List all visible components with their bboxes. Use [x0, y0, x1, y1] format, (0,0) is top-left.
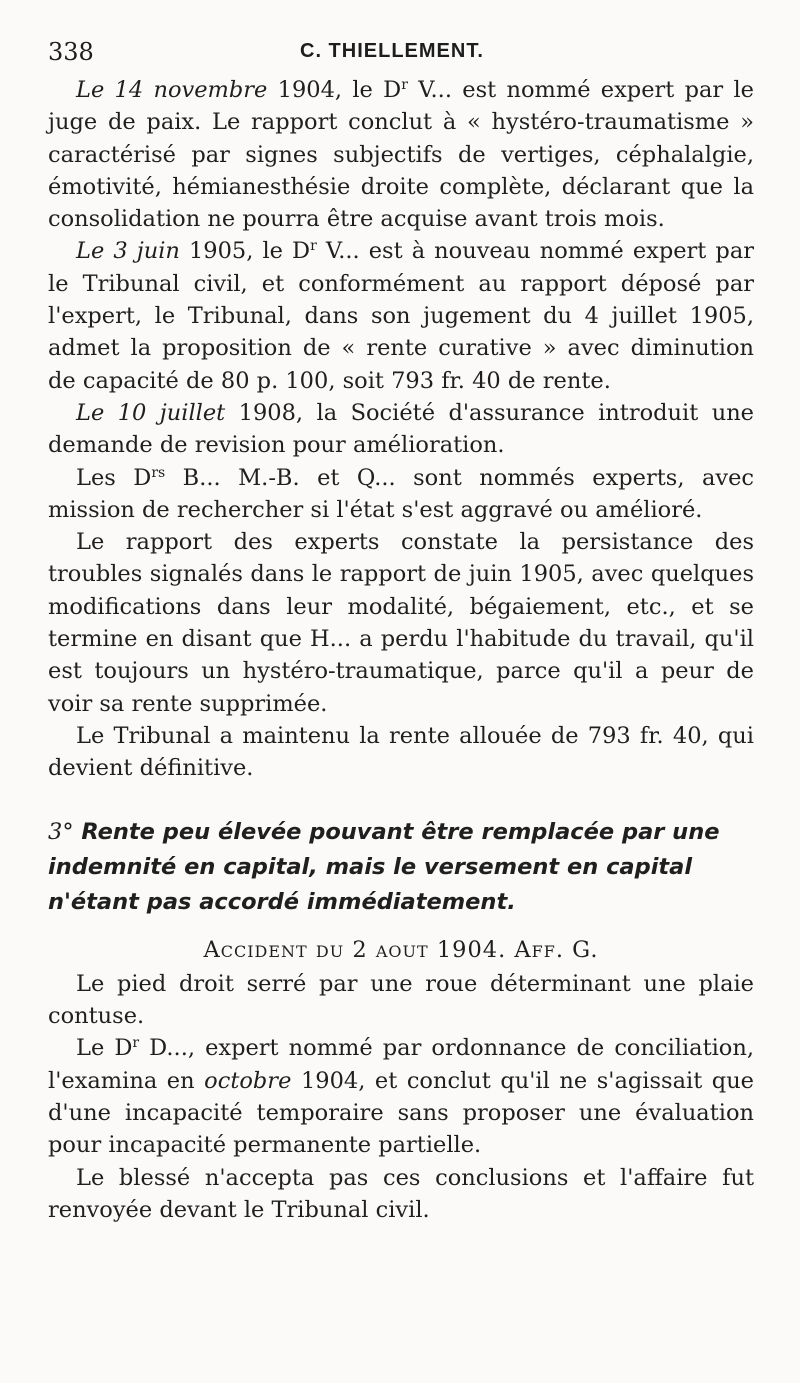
paragraph-8: Le $D^r$ D..., expert nommé par ordonnance de conciliation, l'examina en octobre 1904, et conclut qu'il ne s'agissait que d'une incapacité temporaire sans proposer une évaluation pour incapacité permanente partielle. — [48, 1035, 754, 1159]
paragraph-9: Le blessé n'accepta pas ces conclusions et l'affaire fut renvoyée devant le Tribunal civil. — [48, 1164, 754, 1223]
date-month: novembre — [153, 77, 268, 103]
paragraph-4: Les $D^{rs}$ B... M.-B. et Q... sont nommés experts, avec mission de rechercher si l'état s'est aggravé ou amélioré. — [48, 464, 754, 523]
section-heading — [48, 815, 754, 920]
case-heading: Accident du 2 aout 1904. Aff. G. — [203, 936, 599, 963]
page-number: 338 — [48, 38, 94, 66]
paragraph-1: Le 14 novembre 1904, le $D^r$ V... est nommé expert par le juge de paix. Le rapport conclut à « hystéro-traumatisme » caractérisé par signes subjectifs de vertiges, céphalalgie, émotivité, hémianesthésie droite complète, déclarant que la consolidation ne pourra être acquise avant trois mois. — [48, 77, 754, 233]
running-head: C. THIELLEMENT. — [300, 40, 484, 62]
page-body — [48, 74, 754, 1226]
paragraph-5: Le rapport des experts constate la persistance des troubles signalés dans le rapport de juin 1905, avec quelques modifications dans leur modalité, bégaiement, etc., et se termine en disant que H... a perdu l'habitude du travail, qu'il est toujours un hystéro-traumatique, parce qu'il a peur de voir sa rente supprimée. — [48, 529, 754, 717]
section-title-text: Rente peu élevée pouvant être remplacée par une indemnité en capital, mais le versement en capital n'étant pas accordé immédiatement. — [48, 818, 720, 915]
paragraph-6: Le Tribunal a maintenu la rente allouée de 793 fr. 40, qui devient définitive. — [48, 722, 754, 782]
date-lead: Le 14 — [76, 77, 144, 103]
section-number: 3° — [48, 818, 74, 845]
paragraph-7: Le pied droit serré par une roue déterminant une plaie contuse. — [48, 970, 754, 1030]
paragraph-3: Le 10 juillet 1908, la Société d'assurance introduit une demande de revision pour amélioration. — [48, 399, 754, 459]
page-header — [48, 38, 748, 68]
paragraph-2: Le 3 juin 1905, le $D^r$ V... est à nouveau nommé expert par le Tribunal civil, et conformément au rapport déposé par l'expert, le Tribunal, dans son jugement du 4 juillet 1905, admet la proposition de « rente curative » avec diminution de capacité de 80 p. 100, soit 793 fr. 40 de rente. — [48, 238, 754, 394]
